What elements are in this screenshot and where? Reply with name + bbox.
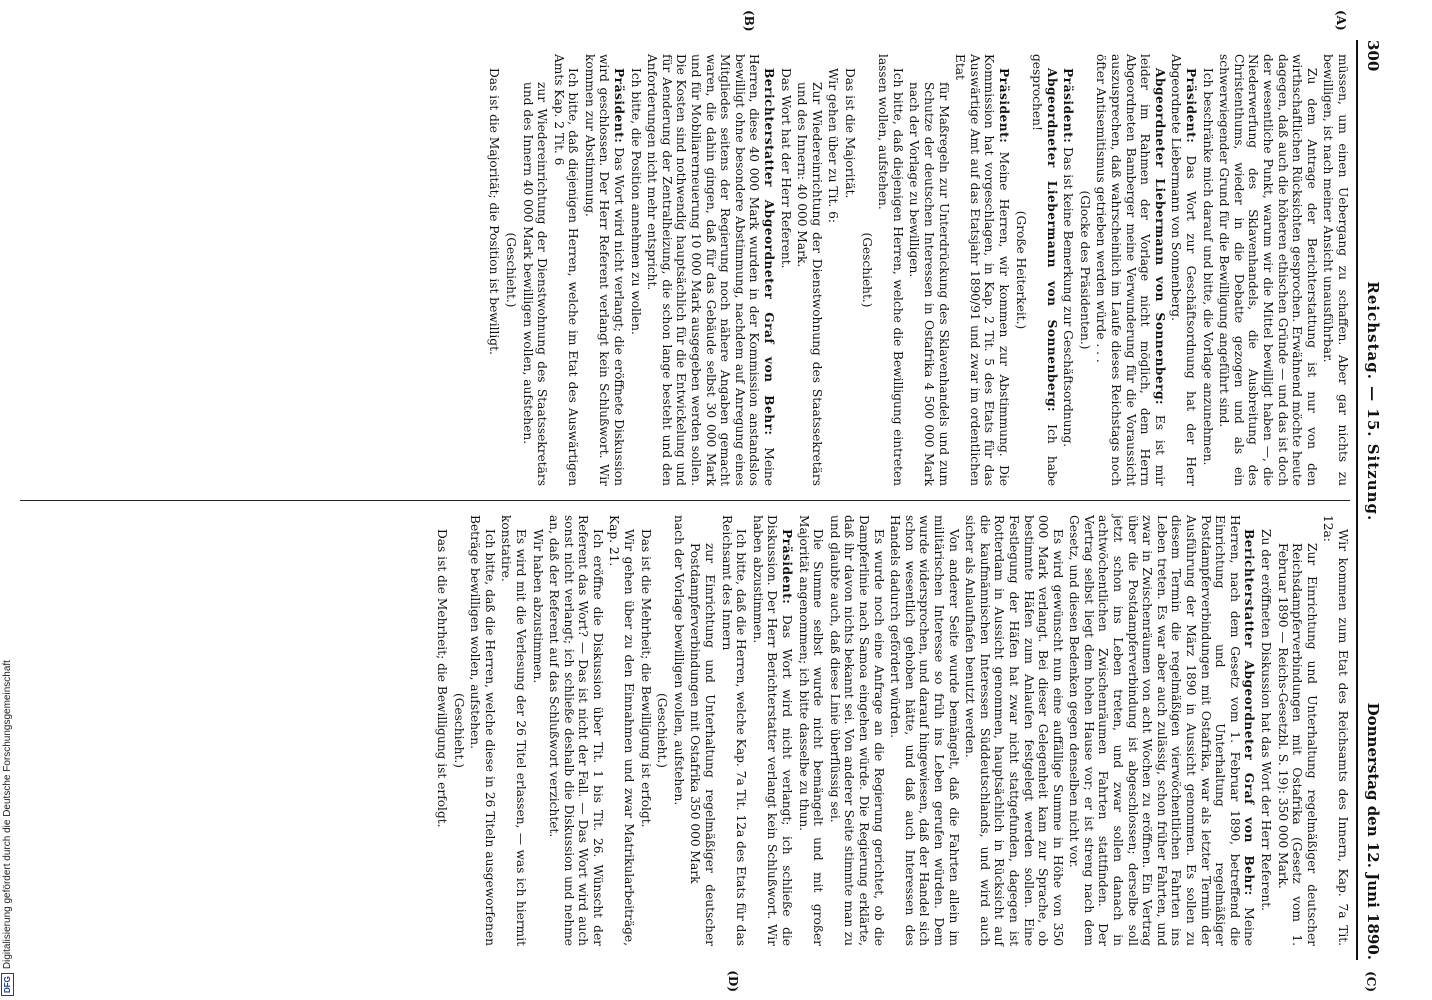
stage-direction: (Große Heiterkeit.) bbox=[1013, 210, 1028, 330]
paragraph: Es wird gewünscht nun eine auffällige Summe in Höhe von 350 000 Mark verlangt. Bei dieser Gelegenheit kam zur Sprache, ob bestimmte Häfen zum Anlaufen festgelegt werden sollen. Eine Festlegung der Häfen hat zwar nicht stattgefunden, dagegen ist Rotterdam in Aussicht genommen, hauptsächlich in Rücksicht auf die kaufmännischen Interessen Süddeutschlands, und wird auch sicher als Anlaufhafen benutzt werden. bbox=[963, 515, 1065, 946]
digitization-credit bbox=[1, 0, 14, 1000]
stage-direction: (Glocke des Präsidenten.) bbox=[1077, 190, 1092, 350]
paragraph: Ich bitte, daß diejenigen Herren, welche die Bewilligung eintreten lassen wollen, aufstehen. bbox=[876, 54, 905, 486]
speaker-name: Berichterstatter Abgeordneter Graf von Behr: bbox=[1242, 529, 1257, 896]
paragraph: Das Wort hat der Herr Referent. bbox=[778, 68, 793, 269]
page-header bbox=[1356, 40, 1382, 960]
credit-text: Digitalisierung gefördert durch die Deutsche Forschungsgemeinschaft bbox=[2, 660, 13, 970]
stage-direction: (Geschieht.) bbox=[859, 232, 874, 308]
speaker-name: Abgeordneter Liebermann von Sonnenberg: bbox=[1152, 68, 1167, 406]
paragraph: Zur Wiedereinrichtung der Dienstwohnung des Staatssekretärs und des Innern: 40 000 Mark. bbox=[795, 82, 824, 486]
speech-text: Meine Herren, wir kommen zur Abstimmung. Die Kommission hat vorgeschlagen, in Kap. 2 Tit. 5 des Etats für das Auswärtige Amt auf das Etatsjahr 1890/91 und zwar im ordentlichen Etat bbox=[953, 54, 1011, 486]
margin-mark-b: (B) bbox=[742, 10, 756, 32]
speech-text: Das Wort wird nicht verlangt; ich schließe die Diskussion. Der Herr Berichterstatter verlangt kein Schlußwort. Wir haben abzustimmen. bbox=[750, 515, 795, 946]
paragraph: Zu der eröffneten Diskussion hat das Wort der Herr Referent. bbox=[1259, 529, 1274, 912]
paragraph: Ich bitte, daß die Herren, welche Kap. 7a Tit. 12a des Etats für das Reichsamt des Innern bbox=[719, 515, 749, 946]
paragraph: Zur Einrichtung und Unterhaltung regelmäßiger deutscher Reichsdampferverbindungen mit Ostafrika (Gesetz vom 1. Februar 1890 — Reichs-Gesetzbl. S. 19): 350 000 Mark. bbox=[1275, 543, 1319, 946]
paragraph: zur Einrichtung und Unterhaltung regelmäßiger deutscher Postdampferverbindungen mit Ostafrika 350 000 Mark bbox=[688, 543, 718, 946]
paragraph: Ich beschränke mich darauf und bitte, die Vorlage anzunehmen. bbox=[1200, 68, 1215, 466]
paragraph: Ich bitte, die Position annehmen zu wollen. bbox=[628, 68, 643, 335]
speaker-name: Berichterstatter Abgeordneter Graf von Behr: bbox=[762, 68, 777, 436]
speech-text: Das Wort zur Geschäftsordnung hat der Herr Abgeordnete Liebermann von Sonnenberg. bbox=[1169, 54, 1199, 486]
margin-mark-c: (C) bbox=[1364, 971, 1378, 992]
speech-text: Meine Herren, diese 40 000 Mark wurden in der Kommission anstandslos bewilligt ohne besondere Abstimmung, nachdem auf Anregung eines Mitgliedes seitens der Regierung noch nähere Angaben gemacht waren, die dahin gingen, daß für das Gebäude selbst 30 000 Mark und für Mobiliarerneuerung 10 000 Mark ausgegeben werden sollen. Die Kosten sind nothwendig hauptsächlich für die Entwickelung und für Aenderung der Zentralheizung, die schon lange besteht und den Anforderungen nicht mehr entspricht. bbox=[645, 54, 777, 486]
paragraph: für Maßregeln zur Unterdrückung des Sklavenhandels und zum Schutze der deutschen Interessen in Ostafrika 4 500 000 Mark nach der Vorlage zu bewilligen. bbox=[907, 82, 951, 486]
paragraph: nach der Vorlage bewilligen wollen, aufstehen. bbox=[671, 515, 686, 806]
right-column bbox=[20, 500, 1350, 960]
paragraph bbox=[750, 515, 794, 946]
paragraph bbox=[645, 54, 776, 486]
stage-direction: (Geschieht.) bbox=[451, 692, 466, 769]
speaker-name: Präsident: bbox=[1061, 68, 1076, 144]
paragraph bbox=[1094, 54, 1167, 486]
session-date: Donnerstag den 12. Juni 1890. bbox=[1364, 702, 1382, 960]
paragraph: Ich bitte, daß diejenigen Herren, welche im Etat des Auswärtigen Amts Kap. 2 Tit. 6 bbox=[551, 54, 581, 486]
stage-direction: (Geschieht.) bbox=[655, 692, 670, 769]
paragraph: Wir gehen über zu Tit. 6: bbox=[826, 68, 841, 223]
paragraph bbox=[1067, 515, 1257, 946]
paragraph: Ich bitte, daß die Herren, welche diese in 26 Titeln ausgeworfenen Beträge bewilligen wollen, aufstehen. bbox=[468, 515, 497, 946]
paragraph: Das ist die Mehrheit; die Bewilligung ist erfolgt. bbox=[638, 529, 653, 828]
paragraph: Wir haben abzustimmen. bbox=[530, 529, 545, 684]
dfg-logo: DFG bbox=[1, 973, 14, 996]
paragraph: Zu dem Antrage der Berichterstattung ist nur von den wirthschaftlichen Rücksichten gesprochen. Erwähnend möchte heute dagegen, daß auch die höheren ethischen Gründe — und das ist doch der wesentliche Punkt, warum wir die Mittel bewilligt haben —, die Niederwerfung des Sklavenhandels, die Ausbreitung des Christenthums, wieder in die Debatte gezogen und als ein schwerwiegender Grund für die Bewilligung angeführt sind. bbox=[1217, 54, 1319, 486]
speech-text: Meine Herren, nach dem Gesetz vom 1. Februar 1890, betreffend die Einrichtung und Unterhaltung regelmäßiger Postdampferverbindungen mit Ostafrika, war als letzter Termin der Ausführung der März 1890 in Aussicht genommen. Es sollen zu diesem Termin die regelmäßigen vierwöchentlichen Fahrten ins Leben treten. Es war aber auch zulässig, schon früher Fahrten, und zwar in Zwischenräumen von acht Wochen zu eröffnen. Ein Vertrag über die Postdampferverbindung ist abgeschlossen; derselbe soll jetzt schon ins Leben treten, und zwar sollen danach in achtwöchentlichen Zwischenräumen Fahrten stattfinden. Der Vertrag selbst liegt dem hohen Hause vor; er ist streng nach dem Gesetz, und diesen Bedenken gegen denselben nicht vor. bbox=[1067, 515, 1257, 947]
speech-text: Ich habe gesprochen! bbox=[1030, 54, 1059, 486]
left-column bbox=[20, 40, 1350, 500]
paragraph: Das ist die Majorität; die Position ist bewilligt. bbox=[487, 68, 502, 355]
speaker-name: Präsident: bbox=[996, 68, 1011, 144]
margin-mark-a: (A) bbox=[1334, 10, 1348, 31]
paragraph: Von anderer Seite wurde bemängelt, daß die Fahrten allein im militärischen Interesse so früh ins Leben gerufen würden. Dem wurde widersprochen, und darauf hingewiesen, daß der Handel sich schon wesentlich gehoben hätte, und daß auch Interessen des Handels dadurch gefördert würden. bbox=[888, 515, 961, 946]
running-title: Reichstag. — 15. Sitzung. bbox=[1364, 281, 1382, 522]
paragraph bbox=[953, 54, 1011, 486]
speech-text: Das ist keine Bemerkung zur Geschäftsordnung. bbox=[1061, 143, 1076, 448]
paragraph bbox=[1030, 54, 1059, 486]
stage-direction: (Geschieht.) bbox=[503, 232, 518, 308]
speaker-name: Abgeordneter Liebermann von Sonnenberg: bbox=[1044, 68, 1059, 413]
paragraph: müssen, um einen Uebergang zu schaffen. Aber gar nichts zu bewilligen, ist nach meiner Ansicht unausführbar. bbox=[1321, 54, 1350, 486]
paragraph: Es wird mit die Verlesung der 26 Titel erlassen, — was ich hiermit konstatire. bbox=[499, 515, 528, 946]
paragraph bbox=[582, 54, 626, 486]
paragraph: Das ist die Mehrheit; die Bewilligung ist erfolgt. bbox=[434, 529, 449, 828]
speaker-name: Präsident: bbox=[612, 68, 627, 144]
paragraph: Die Summe selbst wurde nicht bemängelt und mit großer Majorität angenommen; ich bitte dasselbe zu thun. bbox=[796, 515, 826, 946]
speech-text: Es ist mir leider im Rahmen der Vorlage nicht möglich, dem Herrn Abgeordneten Bamberger meine Verwunderung für die Voraussicht auszusprechen, daß wahrscheinlich im Laufe dieses Reichstags noch öfter Antisemitismus getrieben werden würde . . . bbox=[1094, 54, 1167, 486]
paragraph: Ich eröffne die Diskussion über Tit. 1 bis Tit. 26. Wünscht der Referent das Wort? — Das ist nicht der Fall. — Das Wort wird auch sonst nicht verlangt; ich schließe deshalb die Diskussion und nehme an, daß der Referent auf das Schlußwort verzichtet. bbox=[547, 515, 605, 946]
paragraph: Wir kommen zum Etat des Reichsamts des Innern, Kap. 7a Tit. 12a: bbox=[1321, 515, 1350, 946]
speaker-name: Präsident: bbox=[780, 529, 795, 605]
paragraph: Es wurde noch eine Anfrage an die Regierung gerichtet, ob die Dampferlinie nach Samoa eingehen würde. Die Regierung erklärte, daß ihr davon nichts bekannt sei. Von anderer Seite stimmte man zu und glaubte auch, daß diese Linie überflüssig sei. bbox=[827, 515, 886, 946]
paragraph bbox=[1169, 54, 1198, 486]
paragraph bbox=[1061, 54, 1076, 486]
margin-mark-d: (D) bbox=[726, 970, 740, 992]
paragraph: Wir gehen über zu den Einnahmen und zwar Matrikularbeiträge, Kap. 21. bbox=[607, 515, 637, 946]
paragraph: zur Wiedereinrichtung der Dienstwohnung des Staatssekretärs und des Innern 40 000 Mark bewilligen wollen, aufstehen. bbox=[520, 82, 550, 486]
page-number: 300 bbox=[1364, 40, 1382, 72]
speaker-name: Präsident: bbox=[1184, 68, 1199, 144]
paragraph: Das ist die Majorität. bbox=[843, 68, 857, 199]
speech-text: Das Wort wird nicht verlangt; die eröffnete Diskussion wird geschlossen. Der Herr Referent verlangt kein Schlußwort. Wir kommen zur Abstimmung. bbox=[582, 54, 627, 486]
